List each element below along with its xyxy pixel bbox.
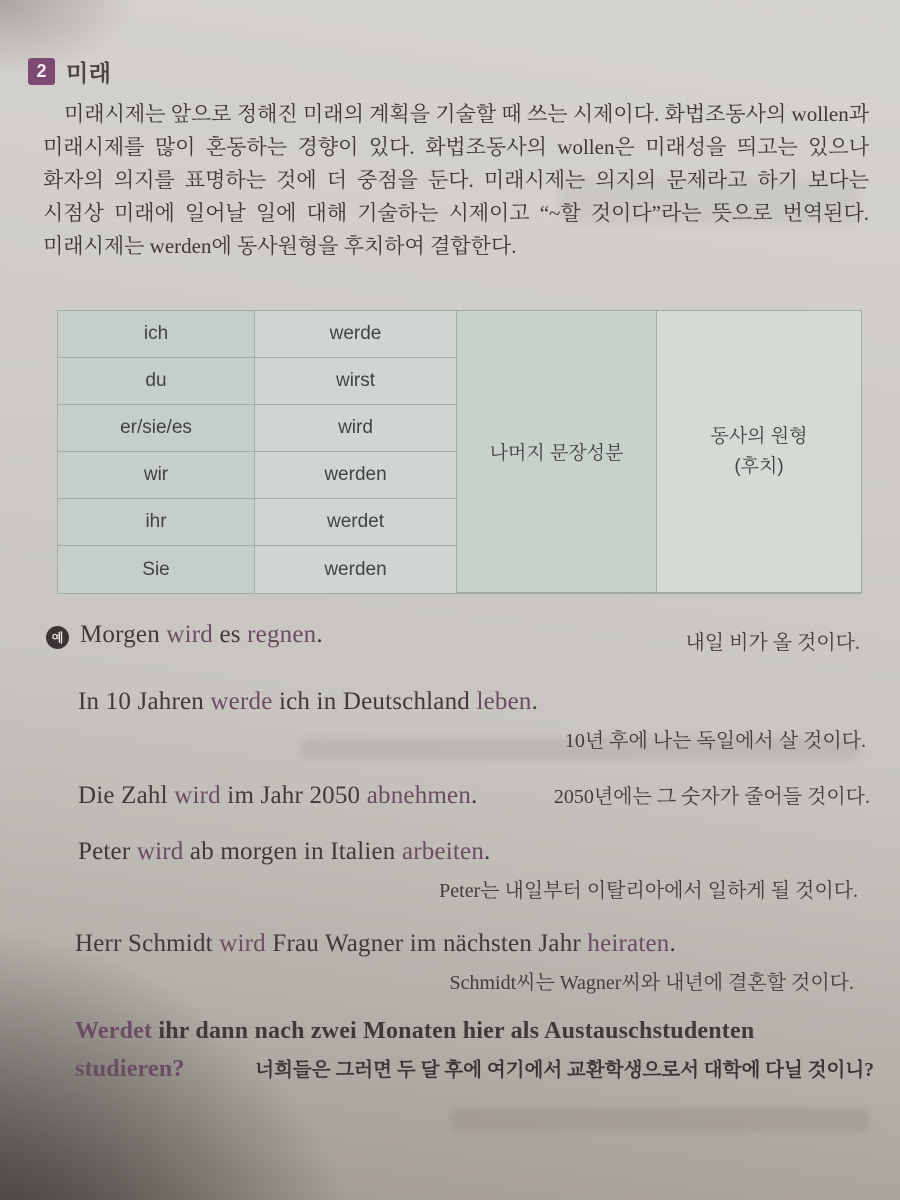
table-cell-verb: wirst [255, 358, 457, 405]
table-cell-pronoun: Sie [58, 546, 255, 593]
table-cell-pronoun: ich [58, 311, 255, 358]
example-4-german: Peter wird ab morgen in Italien arbeiten. [78, 838, 491, 865]
table-cell-verb: werden [255, 452, 457, 499]
example-1-korean: 내일 비가 올 것이다. [685, 632, 860, 654]
example-1-german: Morgen wird es regnen. [80, 621, 323, 648]
example-3 [78, 780, 870, 810]
example-marker-badge: 예 [46, 626, 69, 649]
table-cell-pronoun: wir [58, 452, 255, 499]
section-header [28, 55, 111, 88]
intro-paragraph: 미래시제는 앞으로 정해진 미래의 계획을 기술할 때 쓰는 시제이다. 화법조동사의 wollen과 미래시제를 많이 혼동하는 경향이 있다. 화법조동사의 wollen은 미래성을 띄고는 있으나 화자의 의지를 표명하는 것에 더 중점을 둔다. 미래시제는 의지의 문제라고 하기 보다는 시점상 미래에 일어날 일에 대해 기술하는 시제이고 “~할 것이다”라는 뜻으로 번역된다. 미래시제는 werden에 동사원형을 후치하여 결합한다. [43, 102, 869, 258]
table-cell-verb: wird [255, 405, 457, 452]
section-number-badge: 2 [28, 58, 55, 85]
table-cell-pronoun: ihr [58, 499, 255, 546]
page-bleedthrough-smudge [450, 1108, 870, 1132]
table-cell-pronoun: du [58, 358, 255, 405]
example-6-korean: 너희들은 그러면 두 달 후에 여기에서 교환학생으로서 대학에 다닐 것이니? [255, 1060, 874, 1081]
example-6-line2 [75, 1054, 874, 1083]
werden-conjugation-table [57, 310, 862, 594]
table-cell-infinitive [657, 311, 861, 593]
example-3-korean: 2050년에는 그 숫자가 줄어들 것이다. [553, 786, 870, 808]
table-cell-verb: werdet [255, 499, 457, 546]
table-cell-pronoun: er/sie/es [58, 405, 255, 452]
example-2-german: In 10 Jahren werde ich in Deutschland leben. [78, 688, 539, 715]
table-cell-rest-of-sentence: 나머지 문장성분 [457, 311, 657, 593]
infinitive-label-line1: 동사의 원형 [710, 425, 808, 447]
example-3-german: Die Zahl wird im Jahr 2050 abnehmen. [78, 782, 478, 809]
section-title: 미래 [66, 60, 112, 86]
example-5-german: Herr Schmidt wird Frau Wagner im nächsten Jahr heiraten. [75, 930, 676, 957]
infinitive-label-line2: (후치) [734, 455, 784, 477]
example-4-korean: Peter는 내일부터 이탈리아에서 일하게 될 것이다. [439, 880, 858, 902]
example-2-korean: 10년 후에 나는 독일에서 살 것이다. [564, 730, 866, 752]
table-cell-verb: werde [255, 311, 457, 358]
example-6-german-line2: studieren? [75, 1056, 185, 1082]
example-5-korean: Schmidt씨는 Wagner씨와 내년에 결혼할 것이다. [449, 972, 854, 994]
table-cell-verb: werden [255, 546, 457, 593]
example-6-german-line1: Werdet ihr dann nach zwei Monaten hier als Austauschstudenten [75, 1018, 755, 1044]
